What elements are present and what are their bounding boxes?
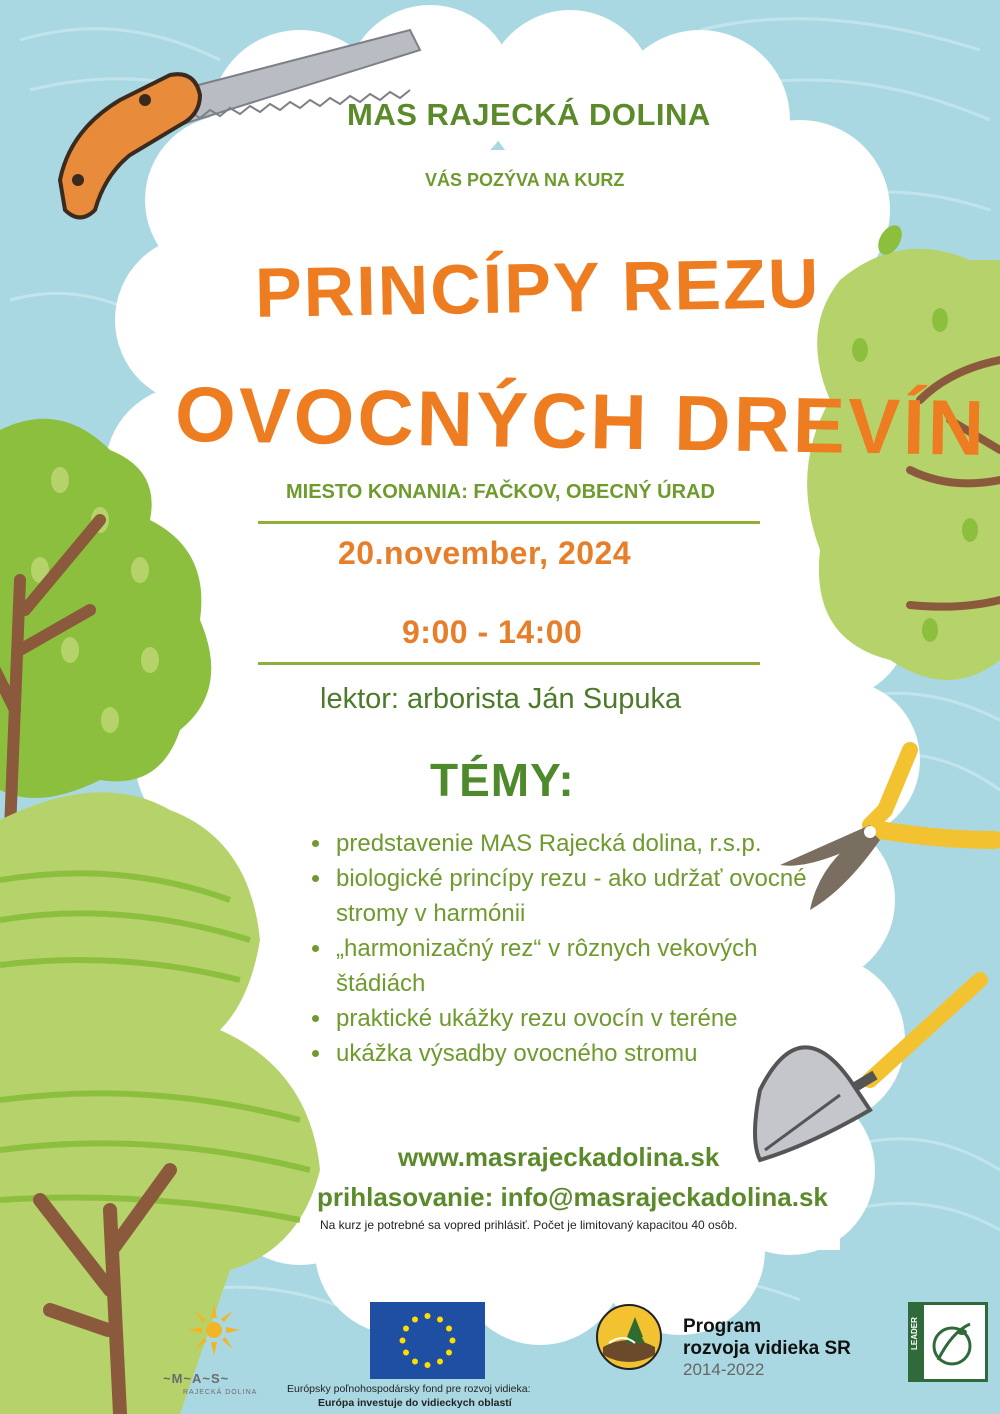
- topic-item: biologické princípy rezu - ako udržať ovocné stromy v harmónii: [310, 861, 810, 931]
- topic-item: predstavenie MAS Rajecká dolina, r.s.p.: [310, 826, 810, 861]
- lector-text: lektor: arborista Ján Supuka: [320, 683, 682, 715]
- eu-caption-1: Európsky poľnohospodársky fond pre rozvoj vidieka:: [287, 1383, 531, 1395]
- topics-heading: TÉMY:: [430, 754, 575, 806]
- topics-list: [310, 826, 810, 1071]
- mas-logo-text: ~M~A~S~: [163, 1371, 230, 1386]
- website-link[interactable]: www.masrajeckadolina.sk: [398, 1142, 720, 1172]
- eu-caption-2: Európa investuje do vidieckych oblastí: [318, 1397, 512, 1409]
- program-line-1: Program: [683, 1316, 762, 1337]
- title-line-1: PRINCÍPY REZU: [254, 244, 821, 332]
- registration-email[interactable]: prihlasovanie: info@masrajeckadolina.sk: [317, 1182, 828, 1212]
- leader-label: LEADER: [910, 1317, 919, 1350]
- registration-note: Na kurz je potrebné sa vopred prihlásiť. Počet je limitovaný kapacitou 40 osôb.: [320, 1218, 738, 1232]
- venue-text: MIESTO KONANIA: FAČKOV, OBECNÝ ÚRAD: [286, 481, 715, 503]
- organizer-name: MAS RAJECKÁ DOLINA: [347, 97, 711, 132]
- eu-flag-icon: [370, 1302, 485, 1379]
- sun-logo-icon: [186, 1302, 242, 1358]
- divider-bottom: [258, 662, 760, 665]
- event-date: 20.november, 2024: [338, 535, 632, 571]
- leader-logo-icon: [908, 1302, 988, 1382]
- program-years: 2014-2022: [683, 1360, 765, 1379]
- mas-logo-sub: RAJECKÁ DOLINA: [183, 1389, 258, 1396]
- topic-item: praktické ukážky rezu ovocín v teréne: [310, 1001, 810, 1036]
- program-line-2: rozvoja vidieka SR: [683, 1338, 851, 1359]
- title-line-2: OVOCNÝCH DREVÍN: [174, 369, 988, 473]
- topic-item: ukážka výsadby ovocného stromu: [310, 1036, 810, 1071]
- divider-top: [258, 521, 760, 524]
- program-logo-icon: [595, 1303, 663, 1371]
- event-time: 9:00 - 14:00: [402, 614, 583, 650]
- topic-item: „harmonizačný rez“ v rôznych vekových štádiách: [310, 931, 810, 1001]
- invite-text: VÁS POZÝVA NA KURZ: [425, 170, 625, 190]
